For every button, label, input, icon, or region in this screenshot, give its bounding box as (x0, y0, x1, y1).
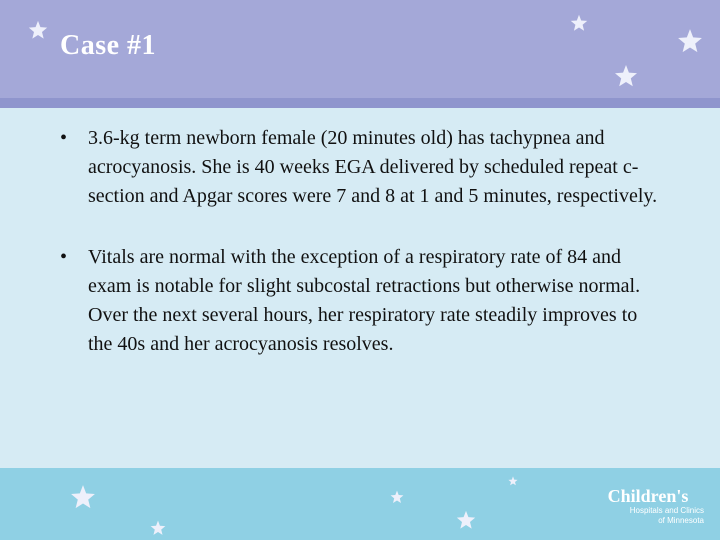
header-divider (0, 98, 720, 108)
star-icon (28, 20, 48, 40)
bullet-marker: • (60, 127, 68, 149)
bullet-item (60, 243, 660, 359)
star-icon (390, 490, 404, 504)
bullet-list (60, 124, 660, 391)
header-band (0, 0, 720, 98)
star-icon (70, 484, 96, 510)
star-icon (456, 510, 476, 530)
logo-subtitle-line2: of Minnesota (658, 516, 704, 525)
bullet-text: Vitals are normal with the exception of a respiratory rate of 84 and exam is notable for slight subcostal retractions but otherwise normal. Over the next several hours, her respiratory rate steadily improves to the 40s and her acrocyanosis resolves. (88, 246, 641, 355)
star-icon (150, 520, 166, 536)
bullet-item (60, 124, 660, 211)
logo-subtitle-line1: Hospitals and Clinics (629, 506, 704, 515)
bullet-text: 3.6-kg term newborn female (20 minutes old) has tachypnea and acrocyanosis. She is 40 weeks EGA delivered by scheduled repeat c-section and Apgar scores were 7 and 8 at 1 and 5 minutes, respectively. (88, 127, 658, 207)
star-icon (570, 14, 588, 32)
star-icon (508, 476, 518, 486)
bullet-marker: • (60, 246, 68, 268)
star-icon (614, 64, 638, 88)
slide-title: Case #1 (60, 30, 157, 61)
logo-name: Children's (607, 486, 689, 506)
star-icon (677, 28, 703, 54)
childrens-logo (592, 486, 704, 526)
